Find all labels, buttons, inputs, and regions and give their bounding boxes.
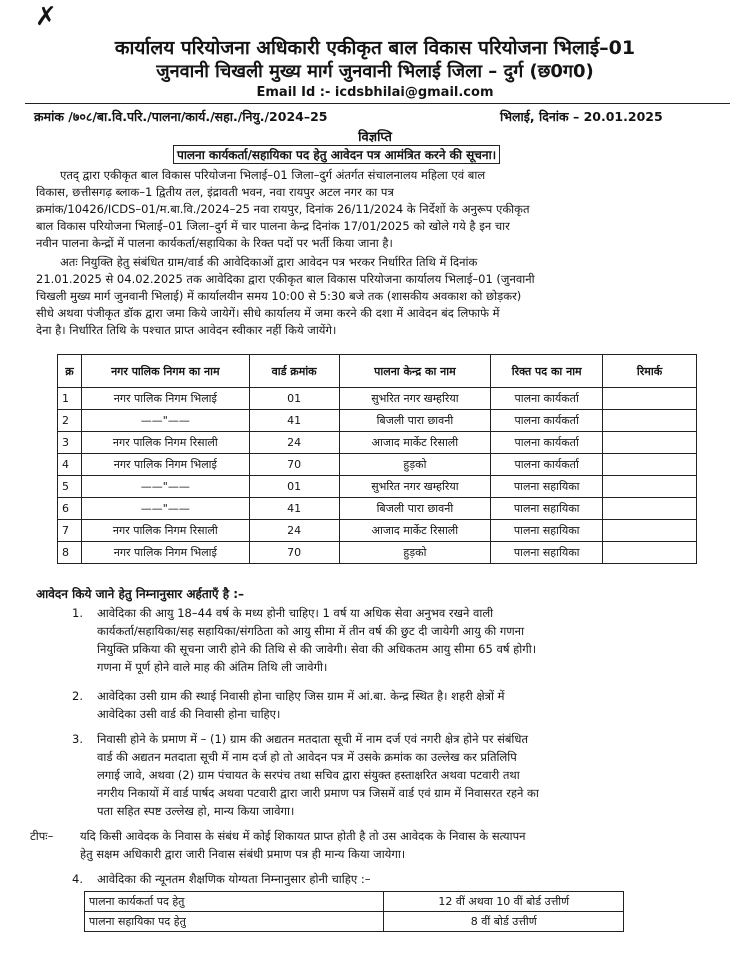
cell-post: पालना सहायिका पद हेतु	[85, 912, 384, 932]
cell-ward: 24	[249, 432, 339, 454]
table-row	[58, 432, 697, 454]
note-line: हेतु सक्षम अधिकारी द्वारा जारी निवास संबंधी प्रमाण पत्र ही मान्य किया जायेगा।	[80, 847, 406, 861]
eligibility-heading: आवेदन किये जाने हेतु निम्नानुसार अर्हताएँ है :–	[36, 587, 245, 601]
cell-corporation: नगर पालिक निगम रिसाली	[81, 432, 249, 454]
table-row	[58, 454, 697, 476]
table-row	[58, 476, 697, 498]
note-label: टीपः–	[30, 829, 54, 843]
cell-post: पालना सहायिका	[491, 498, 603, 520]
cell-ward: 01	[249, 388, 339, 410]
cell-centre: बिजली पारा छावनी	[339, 498, 491, 520]
cell-ward: 41	[249, 410, 339, 432]
vacancy-table	[57, 354, 697, 564]
item-line: कार्यकर्ता/सहायिका/सह सहायिका/संगठिता को आयु सीमा में तीन वर्ष की छुट दी जायेगी आयु की गणना	[97, 624, 525, 638]
cell-post: पालना कार्यकर्ता पद हेतु	[85, 892, 384, 912]
col-header-serial: क्र	[58, 355, 82, 388]
item-line: गणना में पूर्ण होने वाले माह की अंतिम तिथि ली जावेगी।	[97, 660, 328, 674]
cell-post: पालना कार्यकर्ता	[491, 388, 603, 410]
cell-centre: आजाद मार्केट रिसाली	[339, 432, 491, 454]
paragraph-1-line: बाल विकास परियोजना भिलाई–01 जिला–दुर्ग में चार पालना केन्द्र दिनांक 17/01/2025 को खोले गये है इन चार	[36, 219, 510, 233]
cell-post: पालना कार्यकर्ता	[491, 454, 603, 476]
paragraph-1-line: क्रमांक/10426/ICDS–01/म.बा.वि./2024–25 नवा रायपुर, दिनांक 26/11/2024 के निर्देशों के अनुरूप एकीकृत	[36, 202, 530, 216]
item-line: पता सहित स्पष्ट उल्लेख हो, मान्य किया जावेगा।	[97, 804, 295, 818]
cell-post: पालना कार्यकर्ता	[491, 432, 603, 454]
table-row	[58, 498, 697, 520]
col-header-remark: रिमार्क	[603, 355, 697, 388]
cell-centre: आजाद मार्केट रिसाली	[339, 520, 491, 542]
table-row	[85, 892, 624, 912]
cell-ward: 70	[249, 542, 339, 564]
eligibility-item-4: आवेदिका की न्यूनतम शैक्षणिक योग्यता निम्नानुसार होनी चाहिए :–	[97, 872, 371, 886]
cell-corporation: नगर पालिक निगम भिलाई	[81, 388, 249, 410]
cell-serial: 1	[58, 388, 82, 410]
cell-serial: 5	[58, 476, 82, 498]
office-title-line1: कार्यालय परियोजना अधिकारी एकीकृत बाल विकास परियोजना भिलाई–01	[114, 37, 636, 59]
item-line: नियुक्ति प्रकिया की सूचना जारी होने की तिथि से की जावेगी। सेवा की अधिकतम आयु सीमा 65 वर्ष होगी।	[97, 642, 537, 656]
header-divider	[25, 103, 730, 104]
cell-post: पालना सहायिका	[491, 542, 603, 564]
cell-centre: हुड़को	[339, 454, 491, 476]
paragraph-1-line: नवीन पालना केन्द्रों में पालना कार्यकर्ता/सहायिका के रिक्त पदों पर भर्ती किया जाना है।	[36, 236, 393, 250]
office-email: Email Id :- icdsbhilai@gmail.com	[256, 85, 494, 100]
table-row	[58, 520, 697, 542]
cell-post: पालना सहायिका	[491, 520, 603, 542]
cell-remark	[603, 542, 697, 564]
cell-remark	[603, 388, 697, 410]
table-row	[85, 912, 624, 932]
cell-remark	[603, 520, 697, 542]
cell-serial: 3	[58, 432, 82, 454]
item-number: 4.	[72, 872, 83, 886]
item-line: आवेदिका की आयु 18–44 वर्ष के मध्य होनी चाहिए। 1 वर्ष या अधिक सेवा अनुभव रखने वाली	[97, 606, 494, 620]
cell-remark	[603, 410, 697, 432]
cell-serial: 4	[58, 454, 82, 476]
eligibility-item-3	[97, 730, 717, 820]
cell-remark	[603, 476, 697, 498]
eligibility-item-2	[97, 687, 717, 723]
item-line: निवासी होने के प्रमाण में – (1) ग्राम की अद्यतन मतदाता सूची में नाम दर्ज एवं नगरी क्षेत्र होने पर संबंधित	[97, 732, 529, 746]
cell-centre: बिजली पारा छावनी	[339, 410, 491, 432]
cell-corporation: नगर पालिक निगम भिलाई	[81, 454, 249, 476]
item-line: वार्ड की अद्यतन मतदाता सूची में नाम दर्ज हो तो आवेदन पत्र में उसके क्रमांक का उल्लेख कर प्रतिलिपि	[97, 750, 517, 764]
cell-centre: हुड़को	[339, 542, 491, 564]
item-number: 3.	[72, 732, 83, 746]
cell-corporation: नगर पालिक निगम रिसाली	[81, 520, 249, 542]
paragraph-2-line: देना है। निर्धारित तिथि के पश्चात प्राप्त आवेदन स्वीकार नहीं किये जायेंगे।	[36, 323, 337, 337]
cell-serial: 8	[58, 542, 82, 564]
table-row	[58, 410, 697, 432]
cell-serial: 7	[58, 520, 82, 542]
cell-serial: 6	[58, 498, 82, 520]
eligibility-item-1	[97, 604, 717, 676]
item-line: आवेदिका उसी ग्राम की स्थाई निवासी होना चाहिए जिस ग्राम में आं.बा. केन्द्र स्थित है। शहरी क्षेत्रों में	[97, 689, 505, 703]
cell-corporation: ——"——	[81, 410, 249, 432]
cell-post: पालना सहायिका	[491, 476, 603, 498]
item-line: नगरीय निकायों में वार्ड पार्षद अथवा पटवारी द्वारा जारी प्रमाण पत्र जिसमें वार्ड एवं ग्राम में निवासरत रहने का	[97, 786, 539, 800]
col-header-ward: वार्ड क्रमांक	[249, 355, 339, 388]
office-title-line2: जुनवानी चिखली मुख्य मार्ग जुनवानी भिलाई जिला – दुर्ग (छ0ग0)	[156, 61, 594, 82]
paragraph-2-line: सीधे अथवा पंजीकृत डॉक द्वारा जमा किये जायेगें। सीधे कार्यालय में जमा करने की दशा में आवेदन बंद लिफाफे में	[36, 306, 500, 320]
cell-corporation: ——"——	[81, 498, 249, 520]
paragraph-1-line: एतद् द्वारा एकीकृत बाल विकास परियोजना भिलाई–01 जिला–दुर्ग अंतर्गत संचालनालय महिला एवं बाल	[60, 168, 486, 182]
cell-qualification: 8 वीं बोर्ड उत्तीर्ण	[384, 912, 624, 932]
cell-ward: 41	[249, 498, 339, 520]
handwritten-cross-mark: ✗	[35, 2, 57, 32]
cell-centre: सुभरित नगर खम्हरिया	[339, 476, 491, 498]
cell-qualification: 12 वीं अथवा 10 वीं बोर्ड उत्तीर्ण	[384, 892, 624, 912]
item-number: 2.	[72, 689, 83, 703]
cell-centre: सुभरित नगर खम्हरिया	[339, 388, 491, 410]
cell-corporation: नगर पालिक निगम भिलाई	[81, 542, 249, 564]
cell-remark	[603, 432, 697, 454]
qualification-table	[84, 891, 624, 932]
item-line: आवेदिका उसी वार्ड की निवासी होना चाहिए।	[97, 707, 281, 721]
cell-serial: 2	[58, 410, 82, 432]
item-line: लगाई जावे, अथवा (2) ग्राम पंचायत के सरपंच तथा सचिव द्वारा संयुक्त हस्ताक्षरित अथवा पटवारी तथा	[97, 768, 520, 782]
col-header-corporation: नगर पालिक निगम का नाम	[81, 355, 249, 388]
paragraph-2-line: अतः नियुक्ति हेतु संबंधित ग्राम/वार्ड की आवेदिकाओं द्वारा आवेदन पत्र भरकर निर्धारित तिथि में दिनांक	[60, 255, 478, 269]
cell-post: पालना कार्यकर्ता	[491, 410, 603, 432]
note-line: यदि किसी आवेदक के निवास के संबंध में कोई शिकायत प्राप्त होती है तो उस आवेदक के निवास के सत्यापन	[80, 829, 526, 843]
cell-remark	[603, 454, 697, 476]
cell-ward: 70	[249, 454, 339, 476]
paragraph-1-line: विकास, छत्तीसगढ़ ब्लाक–1 द्वितीय तल, इंद्रावती भवन, नवा रायपुर अटल नगर का पत्र	[36, 185, 394, 199]
table-header-row	[58, 355, 697, 388]
cell-ward: 01	[249, 476, 339, 498]
notice-title: विज्ञप्ति	[358, 130, 392, 145]
table-row	[58, 388, 697, 410]
table-row	[58, 542, 697, 564]
paragraph-2-line: 21.01.2025 से 04.02.2025 तक आवेदिका द्वारा एकीकृत बाल विकास परियोजना कार्यालय भिलाई–01 (जुनवानी	[36, 272, 535, 286]
cell-ward: 24	[249, 520, 339, 542]
item-number: 1.	[72, 606, 83, 620]
notice-subject: पालना कार्यकर्ता/सहायिका पद हेतु आवेदन पत्र आमंत्रित करने की सूचना।	[173, 145, 500, 164]
col-header-centre: पालना केन्द्र का नाम	[339, 355, 491, 388]
reference-date: भिलाई, दिनांक – 20.01.2025	[500, 109, 663, 124]
cell-remark	[603, 498, 697, 520]
cell-corporation: ——"——	[81, 476, 249, 498]
col-header-post: रिक्त पद का नाम	[491, 355, 603, 388]
note-text	[80, 827, 720, 863]
paragraph-2-line: चिखली मुख्य मार्ग जुनवानी भिलाई) में कार्यालयीन समय 10:00 से 5:30 बजे तक (शासकीय अवकाश को छोड़कर)	[36, 289, 522, 303]
reference-number: क्रमांक /७०८/बा.वि.परि./पालना/कार्य./सहा./नियु./2024–25	[34, 109, 328, 124]
